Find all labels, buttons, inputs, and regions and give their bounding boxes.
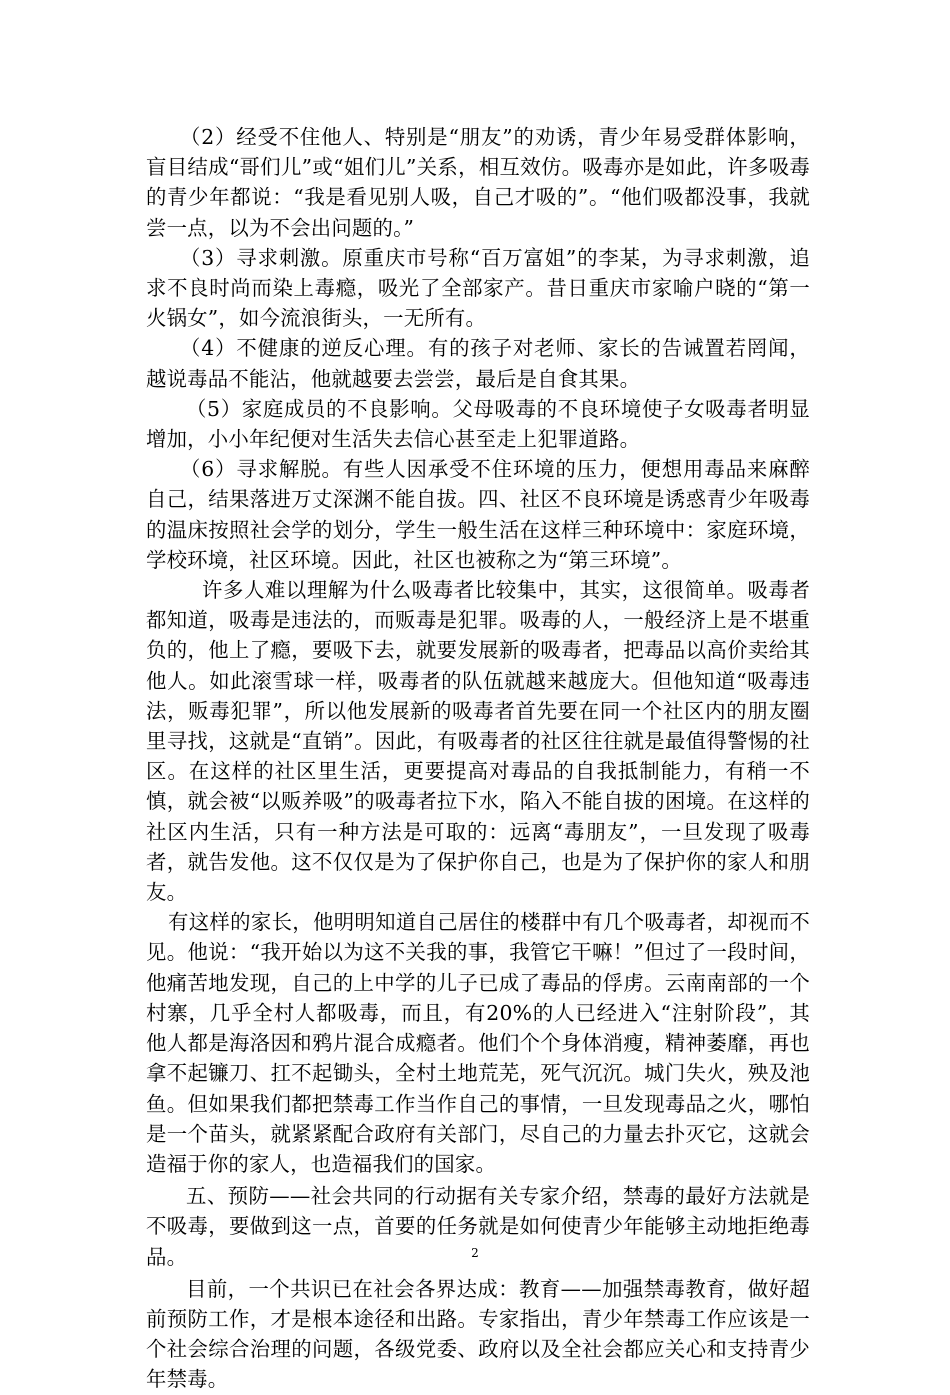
- paragraph-community-drug-spread: 许多人难以理解为什么吸毒者比较集中，其实，这很简单。吸毒者都知道，吸毒是违法的，而贩毒是犯罪。吸毒的人，一般经济上是不堪重负的，他上了瘾，要吸下去，就要发展新的吸毒者，把毒品以高价卖给其他人。如此滚雪球一样，吸毒者的队伍就越来越庞大。但他知道“吸毒违法，贩毒犯罪”，所以他发展新的吸毒者首先要在同一个社区内的朋友圈里寻找，这就是“直销”。因此，有吸毒者的社区往往就是最值得警惕的社区。在这样的社区里生活，更要提高对毒品的自我抵制能力，有稍一不慎，就会被“以贩养吸”的吸毒者拉下水，陷入不能自拔的困境。在这样的社区内生活，只有一种方法是可取的：远离“毒朋友”，一旦发现了吸毒者，就告发他。这不仅仅是为了保护你自己，也是为了保护你的家人和朋友。: [146, 578, 810, 905]
- paragraph-seeking-escape: （6）寻求解脱。有些人因承受不住环境的压力，便想用毒品来麻醉自己，结果落进万丈深渊不能自拔。四、社区不良环境是诱惑青少年吸毒的温床按照社会学的划分，学生一般生活在这样三种环境中：家庭环境，学校环境，社区环境。因此，社区也被称之为“第三环境”。: [146, 457, 810, 572]
- paragraph-peer-pressure: （2）经受不住他人、特别是“朋友”的劝诱，青少年易受群体影响，盲目结成“哥们儿”或“姐们儿”关系，相互效仿。吸毒亦是如此，许多吸毒的青少年都说：“我是看见别人吸，自己才吸的”。“他们吸都没事，我就尝一点，以为不会出问题的。”: [146, 125, 810, 240]
- document-body: [146, 122, 810, 1395]
- paragraph-prevention: 五、预防——社会共同的行动据有关专家介绍，禁毒的最好方法就是不吸毒，要做到这一点，首要的任务就是如何使青少年能够主动地拒绝毒品。: [146, 1184, 810, 1269]
- paragraph-parent-example: 有这样的家长，他明明知道自己居住的楼群中有几个吸毒者，却视而不见。他说：“我开始以为这不关我的事，我管它干嘛！”但过了一段时间，他痛苦地发现，自己的上中学的儿子已成了毒品的俘虏。云南南部的一个村寨，几乎全村人都吸毒，而且，有20%的人已经进入“注射阶段”，其他人都是海洛因和鸦片混合成瘾者。他们个个身体消瘦，精神萎靡，再也拿不起镰刀、扛不起锄头，全村土地荒芜，死气沉沉。城门失火，殃及池鱼。但如果我们都把禁毒工作当作自己的事情，一旦发现毒品之火，哪怕是一个苗头，就紧紧配合政府有关部门，尽自己的力量去扑灭它，这就会造福于你的家人，也造福我们的国家。: [146, 910, 810, 1176]
- paragraph-rebellious-psychology: （4）不健康的逆反心理。有的孩子对老师、家长的告诫置若罔闻，越说毒品不能沾，他就越要去尝尝，最后是自食其果。: [146, 336, 810, 391]
- paragraph-thrill-seeking: （3）寻求刺激。原重庆市号称“百万富姐”的李某，为寻求刺激，追求不良时尚而染上毒瘾，吸光了全部家产。昔日重庆市家喻户晓的“第一火锅女”，如今流浪街头，一无所有。: [146, 245, 810, 331]
- paragraph-education-consensus: 目前，一个共识已在社会各界达成：教育——加强禁毒教育，做好超前预防工作，才是根本途径和出路。专家指出，青少年禁毒工作应该是一个社会综合治理的问题，各级党委、政府以及全社会都应关心和支持青少年禁毒。: [146, 1276, 810, 1392]
- page-number: 2: [471, 1246, 479, 1260]
- paragraph-family-influence: （5）家庭成员的不良影响。父母吸毒的不良环境使子女吸毒者明显增加，小小年纪便对生活失去信心甚至走上犯罪道路。: [146, 396, 810, 452]
